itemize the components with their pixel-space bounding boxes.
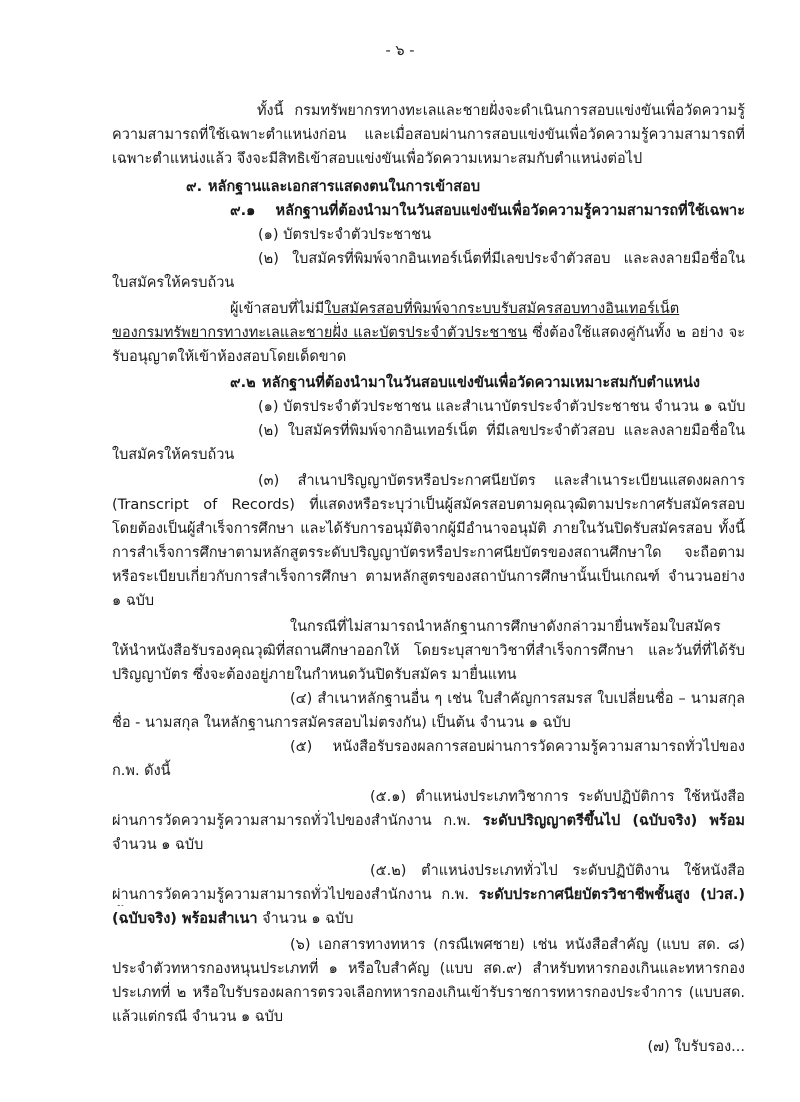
text-line: ก.พ. ดังนี้	[112, 763, 171, 779]
text-line: ใบสมัครให้ครบถ้วน	[112, 275, 235, 291]
text-line: ประเภทที่ ๒ หรือใบรับรองผลการตรวจเลือกทหารกองเกินเข้ารับราชการทหารกองประจำการ (แบบสด.	[112, 985, 745, 1001]
section-number: ๙.	[186, 179, 203, 195]
text-line: ประจำตัวทหารกองหนุนประเภทที่ ๑ หรือใบสำคัญ (แบบ สด.๙) สำหรับทหารกองเกินและทหารกอง	[112, 961, 745, 977]
text-line	[112, 810, 745, 832]
continuation-marker: (๗) ใบรับรอง...	[647, 1039, 745, 1055]
text-line	[112, 884, 745, 906]
list-item: (๑) บัตรประจำตัวประชาชน	[258, 227, 432, 243]
warning-note	[112, 322, 745, 344]
text-line: หรือระเบียบเกี่ยวกับการสำเร็จการศึกษา ตามหลักสูตรของสถาบันการศึกษานั้นเป็นเกณฑ์ จำนวนอย่าง	[112, 569, 745, 585]
text-line: จำนวน ๑ ฉบับ	[112, 837, 204, 853]
text-line: รับอนุญาตให้เข้าห้องสอบโดยเด็ดขาด	[112, 349, 347, 365]
warning-note	[230, 298, 745, 320]
underlined-text: ใบสมัครสอบที่พิมพ์จากระบบรับสมัครสอบทางอินเทอร์เน็ต	[324, 301, 680, 317]
text: ผ่านการวัดความรู้ความสามารถทั่วไปของสำนักงาน ก.พ.	[112, 887, 479, 903]
bold-text: ระดับประกาศนียบัตรวิชาชีพชั้นสูง (ปวส.)	[478, 887, 745, 903]
text-line: (Transcript of Records) ที่แสดงหรือระบุว่าเป็นผู้สมัครสอบตามคุณวุฒิตามประกาศรับสมัครสอบ	[112, 497, 745, 513]
list-item: (๑) บัตรประจำตัวประชาชน และสำเนาบัตรประจำตัวประชาชน จำนวน ๑ ฉบับ	[258, 399, 746, 415]
text: ผู้เข้าสอบที่ไม่มี	[230, 301, 325, 317]
list-item: (๒) ใบสมัครที่พิมพ์จากอินเทอร์เน็ตที่มีเลขประจำตัวสอบ และลงลายมือชื่อใน	[258, 251, 745, 267]
text: ผ่านการวัดความรู้ความสามารถทั่วไปของสำนักงาน ก.พ.	[112, 813, 483, 829]
list-item: (๒) ใบสมัครที่พิมพ์จากอินเทอร์เน็ต ที่มีเลขประจำตัวสอบ และลงลายมือชื่อใน	[258, 423, 745, 439]
text-line: ความสามารถที่ใช้เฉพาะตำแหน่งก่อน และเมื่อสอบผ่านการสอบแข่งขันเพื่อวัดความรู้ความสามารถที่	[112, 127, 745, 143]
bold-text: (ฉบับจริง) พร้อมสำเนา	[112, 911, 258, 927]
text-line: ทั้งนี้ กรมทรัพยากรทางทะเลและชายฝั่งจะดำเนินการสอบแข่งขันเพื่อวัดความรู้	[257, 103, 745, 119]
text-line: การสำเร็จการศึกษาตามหลักสูตรระดับปริญญาบัตรหรือประกาศนียบัตรของสถานศึกษาใด จะถือตาม	[112, 545, 745, 561]
bold-text: ระดับปริญญาตรีขึ้นไป (ฉบับจริง) พร้อม	[482, 813, 745, 829]
sub-item: (๕.๒) ตำแหน่งประเภททั่วไป ระดับปฏิบัติงาน ใช้หนังสือ	[370, 863, 745, 879]
text-line: ชื่อ - นามสกุล ในหลักฐานการสมัครสอบไม่ตรงกัน) เป็นต้น จำนวน ๑ ฉบับ	[112, 715, 571, 731]
sub-item: (๕.๑) ตำแหน่งประเภทวิชาการ ระดับปฏิบัติการ ใช้หนังสือ	[370, 789, 745, 805]
list-item: (๕) หนังสือรับรองผลการสอบผ่านการวัดความรู้ความสามารถทั่วไปของ	[290, 739, 745, 755]
list-item: (๔) สำเนาหลักฐานอื่น ๆ เช่น ใบสำคัญการสมรส ใบเปลี่ยนชื่อ – นามสกุล	[290, 691, 745, 707]
page-number: - ๖ -	[385, 43, 415, 59]
list-item: (๓) สำเนาปริญญาบัตรหรือประกาศนียบัตร และสำเนาระเบียนแสดงผลการ	[258, 473, 745, 489]
text: จำนวน ๑ ฉบับ	[257, 911, 354, 927]
subsection-9-1-title: ๙.๑ หลักฐานที่ต้องนำมาในวันสอบแข่งขันเพื่อวัดความรู้ความสามารถที่ใช้เฉพาะ	[230, 203, 745, 219]
section-title: หลักฐานและเอกสารแสดงตนในการเข้าสอบ	[208, 179, 481, 195]
text-line: ให้นำหนังสือรับรองคุณวุฒิที่สถานศึกษาออกให้ โดยระบุสาขาวิชาที่สำเร็จการศึกษา และวันที่ที่ได้รับ	[112, 643, 745, 659]
text-line: แล้วแต่กรณี จำนวน ๑ ฉบับ	[112, 1009, 284, 1025]
text-line: ใบสมัครให้ครบถ้วน	[112, 447, 235, 463]
underlined-text: ของกรมทรัพยากรทางทะเลและชายฝั่ง และบัตรประจำตัวประชาชน	[112, 325, 528, 341]
text-line: ๑ ฉบับ	[112, 593, 155, 609]
text-line	[112, 908, 354, 930]
text-line: ปริญญาบัตร ซึ่งจะต้องอยู่ภายในกำหนดวันปิดรับสมัคร มายื่นแทน	[112, 667, 517, 683]
text-line: ในกรณีที่ไม่สามารถนำหลักฐานการศึกษาดังกล่าวมายื่นพร้อมใบสมัคร	[290, 619, 721, 635]
subsection-9-2-title: ๙.๒ หลักฐานที่ต้องนำมาในวันสอบแข่งขันเพื่อวัดความเหมาะสมกับตำแหน่ง	[230, 375, 700, 391]
list-item: (๖) เอกสารทางทหาร (กรณีเพศชาย) เช่น หนังสือสำคัญ (แบบ สด. ๘)	[290, 937, 745, 953]
text-line: โดยต้องเป็นผู้สำเร็จการศึกษา และได้รับการอนุมัติจากผู้มีอำนาจอนุมัติ ภายในวันปิดรับสมัครสอบ ทั้งนี้	[112, 521, 745, 537]
text-line: เฉพาะตำแหน่งแล้ว จึงจะมีสิทธิเข้าสอบแข่งขันเพื่อวัดความเหมาะสมกับตำแหน่งต่อไป	[112, 151, 643, 167]
text: ซึ่งต้องใช้แสดงคู่กันทั้ง ๒ อย่าง จะ	[532, 325, 745, 341]
